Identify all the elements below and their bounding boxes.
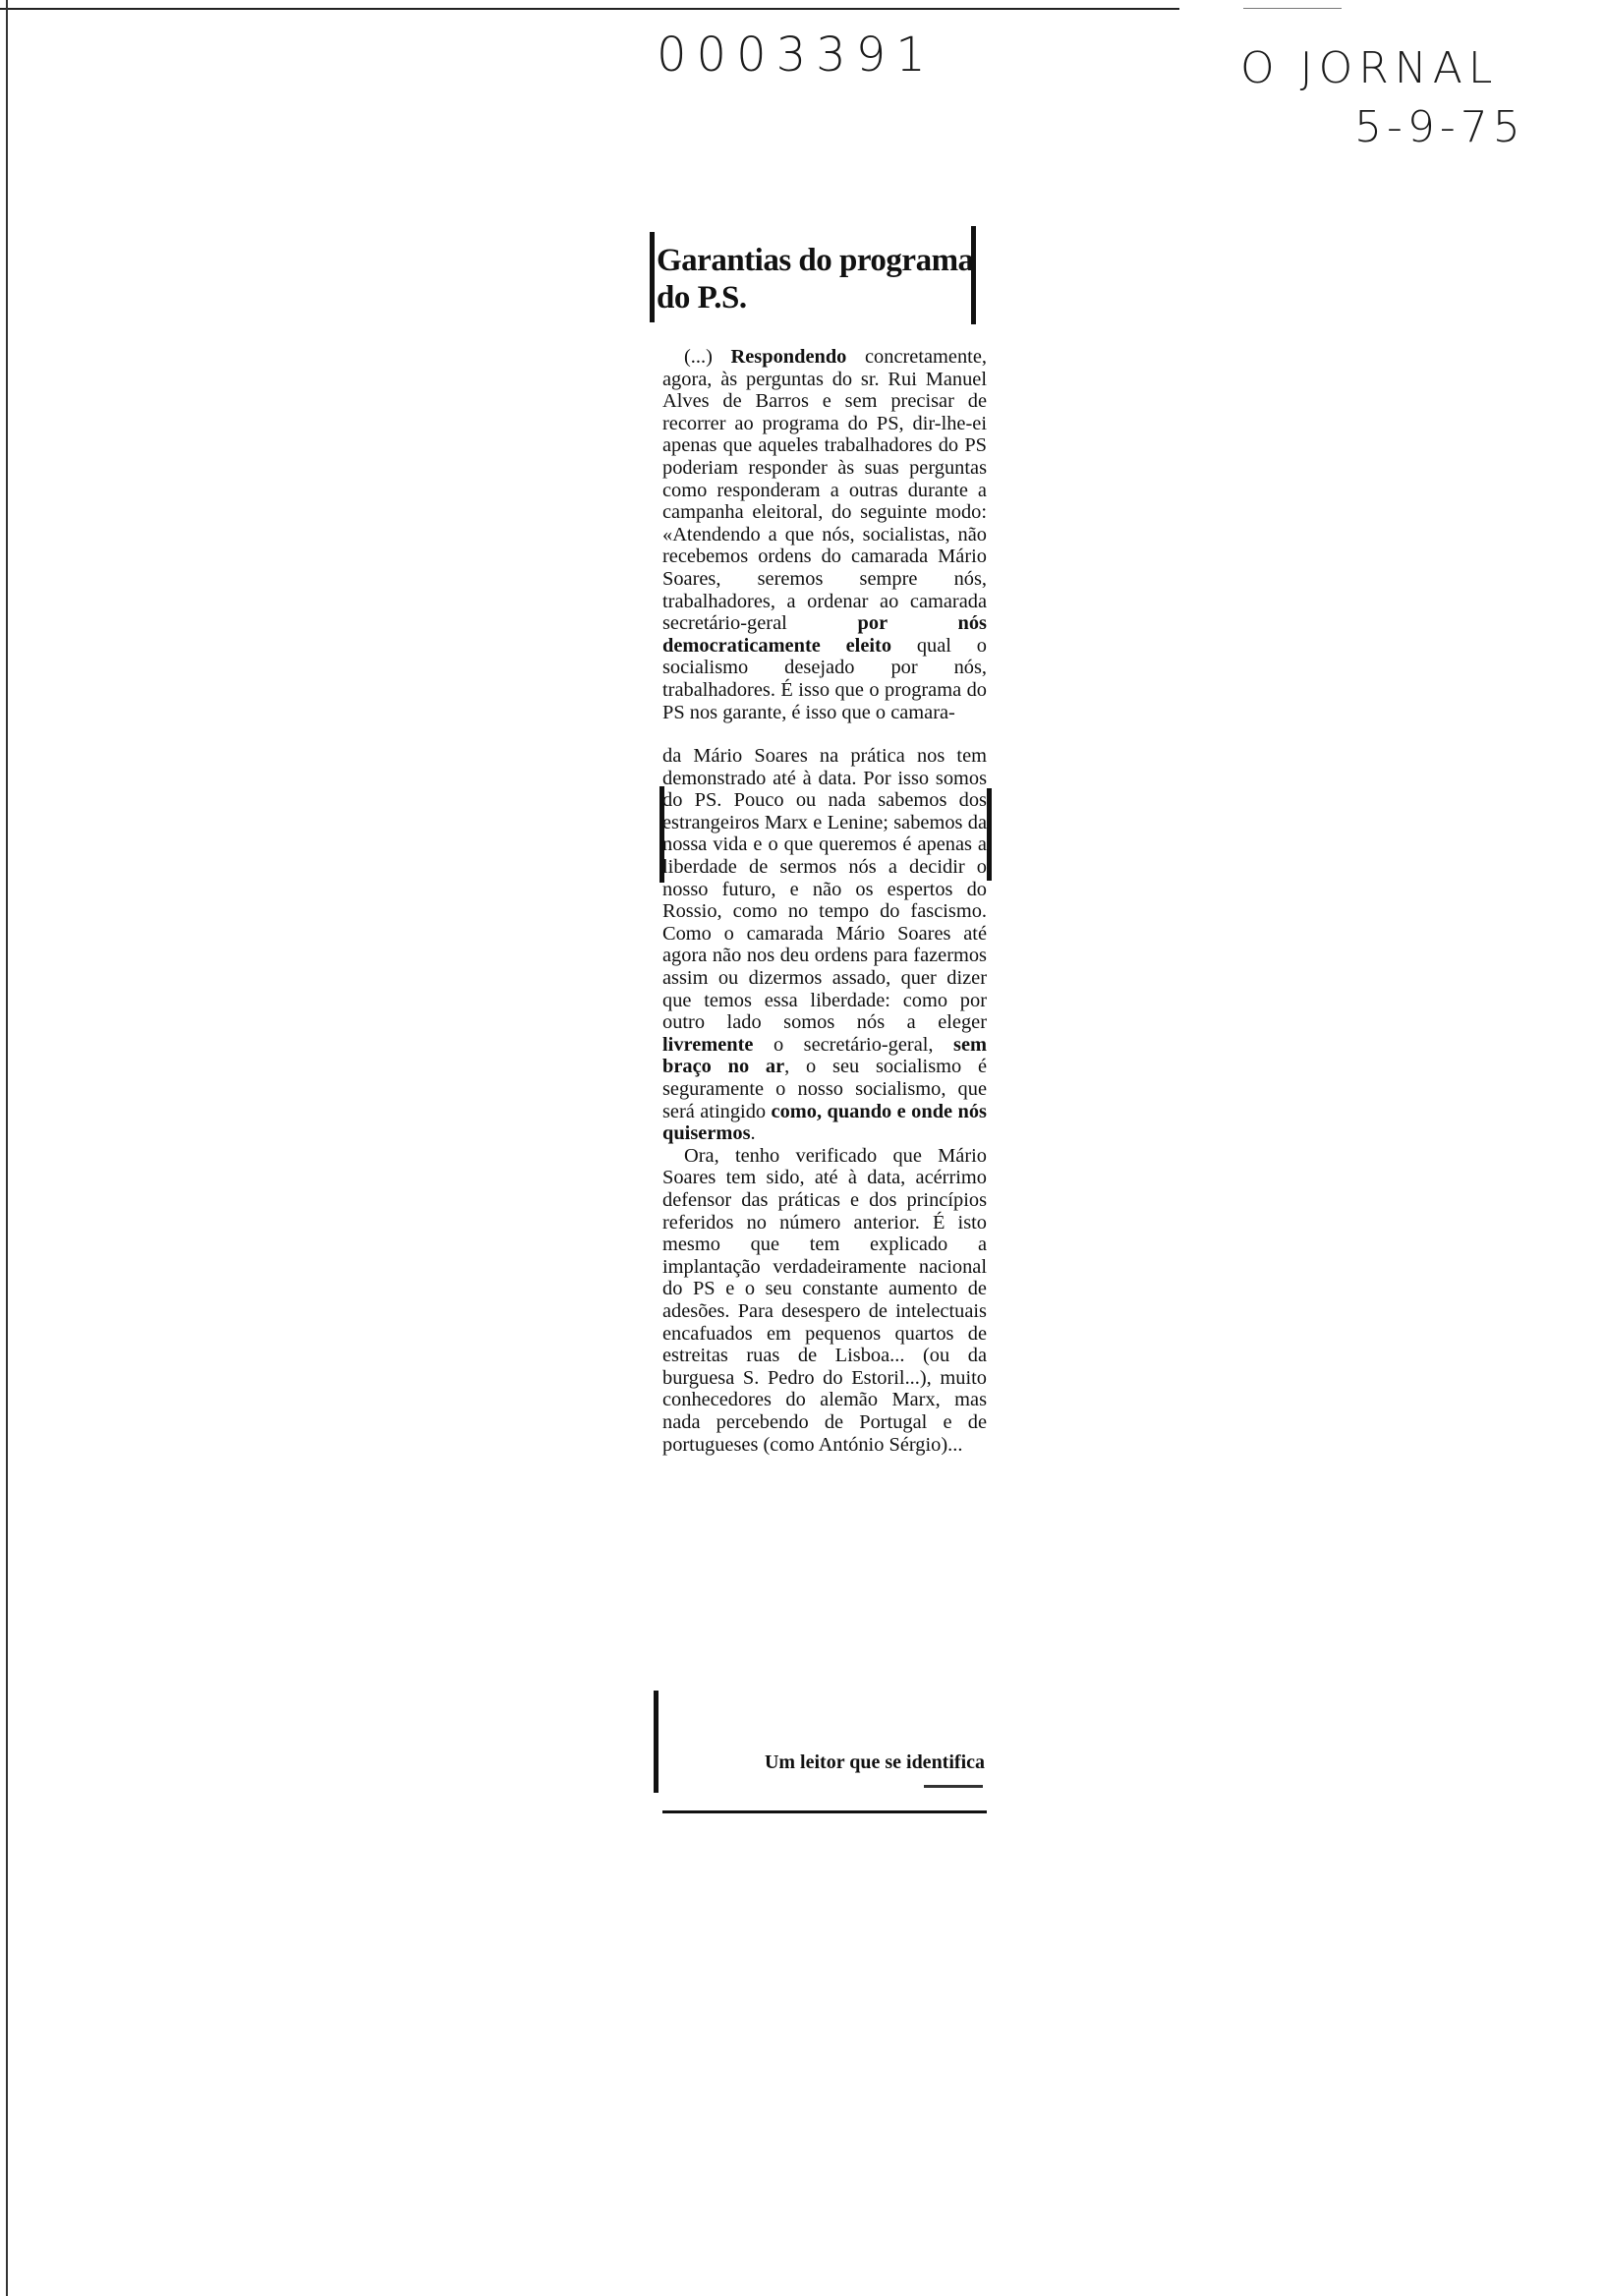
source-date: 5-9-75 bbox=[1354, 102, 1525, 152]
clipping-bracket-mark bbox=[987, 788, 992, 881]
article-body bbox=[662, 346, 987, 1456]
scan-edge-left bbox=[6, 0, 8, 2296]
column-gap bbox=[662, 723, 987, 745]
text-run: . bbox=[750, 1122, 756, 1145]
paragraph-1 bbox=[662, 346, 987, 723]
text-run: qual o socialismo desejado por nós, trabalhadores. É isso que o programa do PS nos garante, é isso que o camara- bbox=[662, 634, 987, 723]
paragraph-2 bbox=[662, 745, 987, 1145]
clipping-bracket-mark bbox=[654, 1691, 659, 1793]
bold-run: Respondendo bbox=[730, 346, 847, 368]
text-run: (...) bbox=[684, 346, 731, 368]
headline-line-2: do P.S. bbox=[657, 280, 747, 316]
text-run: o secretário-geral, bbox=[753, 1033, 954, 1056]
signature-underline bbox=[924, 1785, 983, 1788]
paragraph-3: Ora, tenho verificado que Mário Soares tem sido, até à data, acérrimo defensor das práticas e dos princípios referidos no número anterior. É isto mesmo que tem explicado a implantação verdadeiramente nacional do PS e o seu constante aumento de adesões. Para desespero de intelectuais encafuados em pequenos quartos de estreitas ruas de Lisboa... (ou da burguesa S. Pedro do Estoril...), muito conhecedores do alemão Marx, mas nada percebendo de Portugal e de portugueses (como António Sérgio)... bbox=[662, 1144, 987, 1456]
article-headline bbox=[657, 242, 991, 316]
scan-edge-top bbox=[0, 8, 1179, 10]
bold-run: por nós democraticamente eleito bbox=[662, 612, 987, 657]
end-rule bbox=[662, 1810, 987, 1813]
bold-run: livremente bbox=[662, 1033, 754, 1056]
article-signature: Um leitor que se identifica bbox=[764, 1751, 985, 1773]
text-run: concretamente, agora, às perguntas do sr. Rui Manuel Alves de Barros e sem precisar de recorrer ao programa do PS, dir-lhe-ei apenas que aqueles trabalhadores do PS poderiam responder às suas perguntas como responderam a outras durante a campanha eleitoral, do seguinte modo: «Atendendo a que nós, socialistas, não recebemos ordens do camarada Mário Soares, seremos sempre nós, trabalhadores, a ordenar ao camarada secretário-geral bbox=[662, 346, 987, 635]
text-run: da Mário Soares na prática nos tem demonstrado até à data. Por isso somos do PS. Pouco ou nada sabemos dos estrangeiros Marx e Lenine; sabemos da nossa vida e o que queremos é apenas a liberdade de sermos nós a decidir o nosso futuro, e não os espertos do Rossio, como no tempo do fascismo. Como o camarada Mário Soares até agora não nos deu ordens para fazermos assim ou dizermos assado, quer dizer que temos essa liberdade: como por outro lado somos nós a eleger bbox=[662, 745, 987, 1034]
bold-run: sem braço no ar bbox=[662, 1033, 987, 1078]
scan-edge-top-right bbox=[1243, 8, 1342, 9]
text-run: , o seu socialismo é seguramente o nosso socialismo, que será atingido bbox=[662, 1056, 988, 1122]
clipping-bracket-mark bbox=[650, 232, 655, 322]
source-newspaper: O JORNAL bbox=[1240, 43, 1499, 93]
headline-line-1: Garantias do programa bbox=[657, 243, 974, 278]
bold-run: como, quando e onde nós quisermos bbox=[662, 1100, 987, 1145]
archive-number: 0003391 bbox=[657, 28, 936, 83]
